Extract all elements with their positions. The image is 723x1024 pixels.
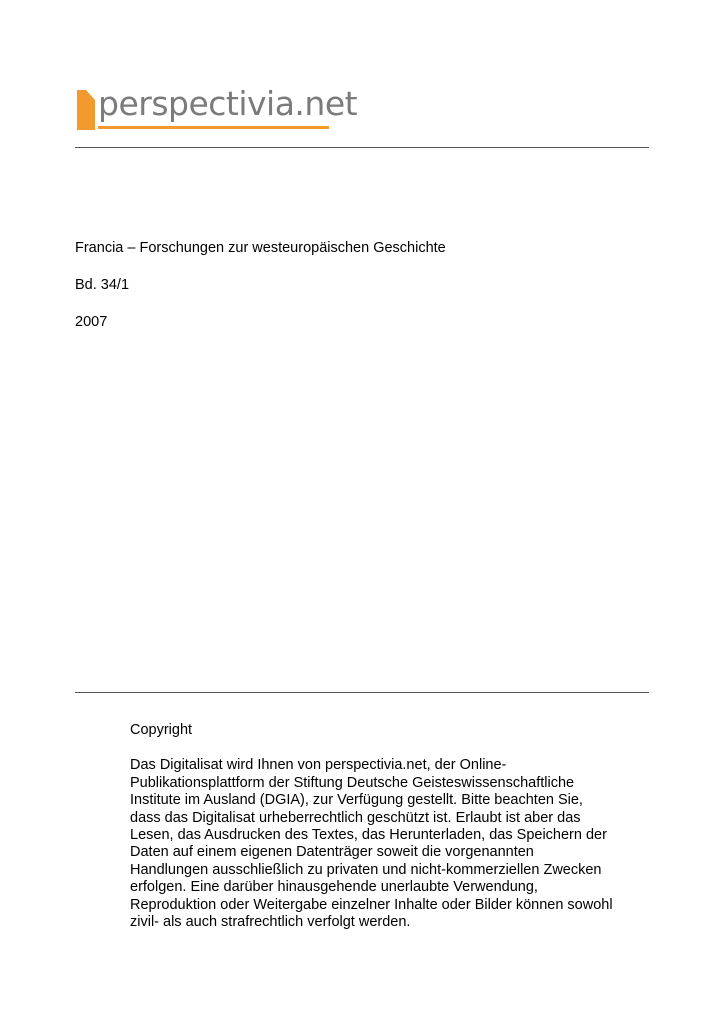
publication-year: 2007: [75, 314, 108, 330]
header-divider: [75, 147, 649, 148]
perspectivia-logo-mark-icon: [77, 90, 95, 130]
volume-number: Bd. 34/1: [75, 277, 130, 293]
copyright-line: dass das Digitalisat urheberrechtlich geschützt ist. Erlaubt ist aber das: [130, 809, 581, 826]
copyright-line: Lesen, das Ausdrucken des Textes, das Herunterladen, das Speichern der: [130, 827, 607, 844]
copyright-line: Reproduktion oder Weitergabe einzelner Inhalte oder Bilder können sowohl: [130, 896, 613, 913]
copyright-line: Institute im Ausland (DGIA), zur Verfügung gestellt. Bitte beachten Sie,: [130, 792, 583, 809]
logo-text: perspectivia.net: [98, 84, 358, 123]
journal-title: Francia – Forschungen zur westeuropäischen Geschichte: [75, 240, 446, 256]
footer-divider: [75, 692, 649, 693]
copyright-line: Handlungen ausschließlich zu privaten und nicht-kommerziellen Zwecken: [130, 861, 602, 878]
copyright-line: Das Digitalisat wird Ihnen von perspectivia.net, der Online-: [130, 757, 507, 774]
copyright-line: zivil- als auch strafrechtlich verfolgt werden.: [130, 914, 411, 931]
copyright-heading: Copyright: [130, 722, 193, 738]
copyright-text: [130, 757, 660, 931]
copyright-line: Publikationsplattform der Stiftung Deutsche Geisteswissenschaftliche: [130, 774, 575, 791]
copyright-line: erfolgen. Eine darüber hinausgehende unerlaubte Verwendung,: [130, 879, 538, 896]
copyright-section: [130, 722, 660, 931]
copyright-line: Daten auf einem eigenen Datenträger soweit die vorgenannten: [130, 844, 534, 861]
logo-underline: [98, 126, 329, 129]
